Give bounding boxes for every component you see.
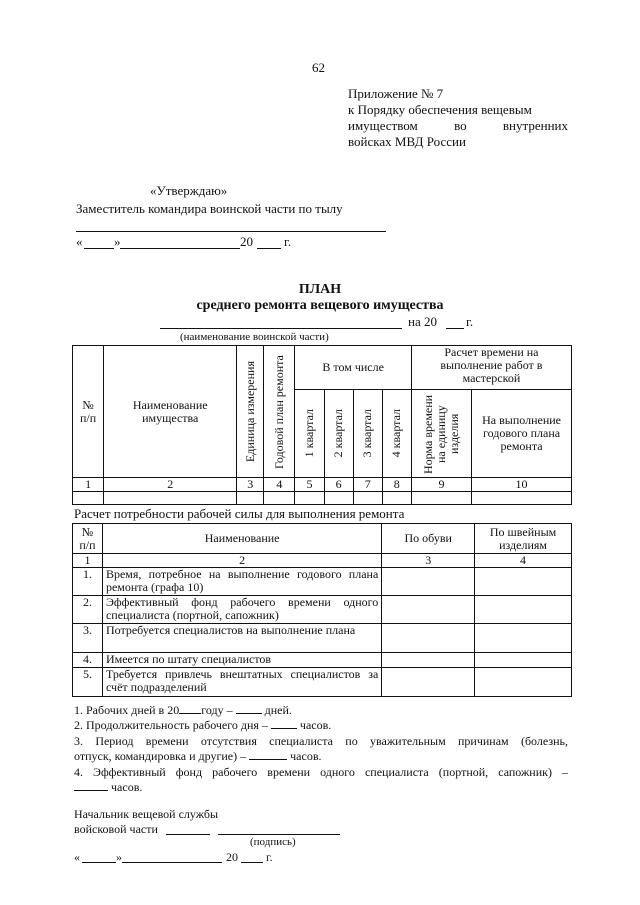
- t1-colnum: 7: [353, 478, 382, 492]
- t2-row-num: 4.: [73, 653, 103, 668]
- t1-colnum: 4: [264, 478, 295, 492]
- t2-row-text: Требуется привлечь внештатных специалистов за счёт подразделений: [102, 668, 381, 697]
- t1-header-q3: 3 квартал: [360, 409, 375, 458]
- footer-year-suffix: г.: [266, 850, 273, 864]
- appendix-line-2: имуществом во внутренних: [348, 118, 568, 133]
- approve-year-prefix: 20: [240, 234, 253, 249]
- t2-header-num: № п/п: [73, 524, 103, 554]
- t1-colnum: 9: [411, 478, 471, 492]
- t2-row: [73, 653, 572, 668]
- t2-colnum: 4: [475, 554, 572, 568]
- footer-position: Начальник вещевой службы: [74, 807, 219, 821]
- t1-header-q2: 2 квартал: [331, 409, 346, 458]
- t1-header-q1: 1 квартал: [302, 409, 316, 458]
- approve-month-line: [120, 248, 240, 249]
- plan-title: ПЛАН: [298, 282, 342, 297]
- t1-colnum: 6: [324, 478, 353, 492]
- footer-day-line: [82, 862, 116, 863]
- t2-header-name: Наименование: [102, 524, 381, 554]
- t2-title: Расчет потребности рабочей силы для выполнения ремонта: [74, 506, 405, 521]
- t2-colnum: 3: [382, 554, 475, 568]
- note-3-line-1: 3. Период времени отсутствия специалиста по уважительным причинам (болезнь,: [74, 734, 568, 748]
- repair-plan-table: [72, 345, 572, 505]
- unit-name-caption: (наименование воинской части): [180, 331, 329, 343]
- note-1: [74, 703, 292, 717]
- unit-name-line: [160, 328, 402, 329]
- footer-year-line: [241, 862, 263, 863]
- note-4-line-2: [74, 780, 142, 794]
- plan-year-label: на 20: [408, 314, 437, 329]
- footer-unit: войсковой части: [74, 822, 158, 836]
- t1-header-calc: Расчет времени на выполнение работ в мастерской: [411, 346, 571, 390]
- t2-row: [73, 668, 572, 697]
- plan-subtitle: среднего ремонта вещевого имущества: [196, 298, 444, 313]
- footer-year-prefix: 20: [226, 850, 238, 864]
- t1-colnum: 5: [295, 478, 324, 492]
- note-2-part-a: 2. Продолжительность рабочего дня –: [74, 718, 268, 732]
- approve-position: Заместитель командира воинской части по тылу: [76, 201, 343, 216]
- footer-date-close-quote: »: [116, 850, 122, 864]
- note-1-part-c: дней.: [264, 703, 292, 717]
- t1-header-including: В том числе: [295, 346, 411, 390]
- t2-row: [73, 624, 572, 653]
- t1-colnum: 8: [382, 478, 411, 492]
- approve-year-suffix: г.: [284, 234, 292, 249]
- appendix-line-3: войсках МВД России: [348, 134, 466, 149]
- note-3-part-c: часов.: [290, 749, 322, 763]
- t1-colnum: 10: [472, 478, 572, 492]
- t2-row-text: Имеется по штату специалистов: [102, 653, 381, 668]
- t1-colnum: 1: [73, 478, 104, 492]
- footer-signature-caption: (подпись): [250, 836, 296, 848]
- approve-year-line: [257, 248, 281, 249]
- footer-unit-line: [166, 834, 210, 835]
- note-4-part-b: часов.: [111, 780, 143, 794]
- t2-header-shoes: По обуви: [382, 524, 475, 554]
- approve-date-close-quote: »: [114, 234, 121, 249]
- t2-row-num: 2.: [73, 596, 103, 624]
- t1-header-norm: Норма времени на единицу изделия: [420, 393, 461, 474]
- t2-row-text: Время, потребное на выполнение годового плана ремонта (графа 10): [102, 568, 381, 596]
- t2-row: [73, 568, 572, 596]
- plan-year-line: [446, 328, 464, 329]
- note-1-part-a: 1. Рабочих дней в 20: [74, 703, 180, 717]
- note-2-part-b: часов.: [299, 718, 332, 732]
- page-number: 62: [312, 60, 325, 75]
- t2-header-sewn: По швейным изделиям: [475, 524, 572, 554]
- note-4-line-1: 4. Эффективный фонд рабочего времени одного специалиста (портной, сапожник) –: [74, 765, 568, 779]
- t2-row-text: Эффективный фонд рабочего времени одного специалиста (портной, сапожник): [102, 596, 381, 624]
- note-3-part-b: отпуск, командировка и другие) –: [74, 749, 247, 763]
- t1-header-num: № п/п: [73, 346, 104, 478]
- footer-signature-line: [218, 834, 340, 835]
- appendix-line-1: к Порядку обеспечения вещевым: [348, 102, 532, 117]
- t2-row-num: 1.: [73, 568, 103, 596]
- t1-colnum: 2: [104, 478, 237, 492]
- t2-row-num: 3.: [73, 624, 103, 653]
- approve-signature-line: [76, 231, 386, 232]
- t2-row: [73, 596, 572, 624]
- t1-colnum: 3: [237, 478, 264, 492]
- t2-colnum: 2: [102, 554, 381, 568]
- approve-day-line: [84, 248, 114, 249]
- workforce-table: [72, 523, 572, 697]
- t1-header-exec: На выполнение годового плана ремонта: [472, 390, 572, 478]
- t1-header-unit: Единица измерения: [242, 360, 257, 463]
- t1-header-name: Наименование имущества: [104, 346, 237, 478]
- t2-colnum: 1: [73, 554, 103, 568]
- approve-label: «Утверждаю»: [150, 183, 228, 198]
- note-3-line-2: [74, 749, 321, 763]
- plan-year-suffix: г.: [466, 314, 474, 329]
- note-1-part-b: году –: [201, 703, 233, 717]
- t2-row-text: Потребуется специалистов на выполнение плана: [102, 624, 381, 653]
- appendix-block: [348, 86, 568, 150]
- t2-row-num: 5.: [73, 668, 103, 697]
- footer-month-line: [122, 862, 222, 863]
- appendix-title: Приложение № 7: [348, 86, 444, 101]
- note-2: [74, 718, 331, 732]
- t1-empty-row: [73, 492, 572, 505]
- footer-date-open-quote: «: [74, 850, 80, 864]
- approve-date-open-quote: «: [76, 234, 83, 249]
- t1-header-q4: 4 квартал: [389, 409, 404, 458]
- t1-header-plan: Годовой план ремонта: [271, 354, 286, 469]
